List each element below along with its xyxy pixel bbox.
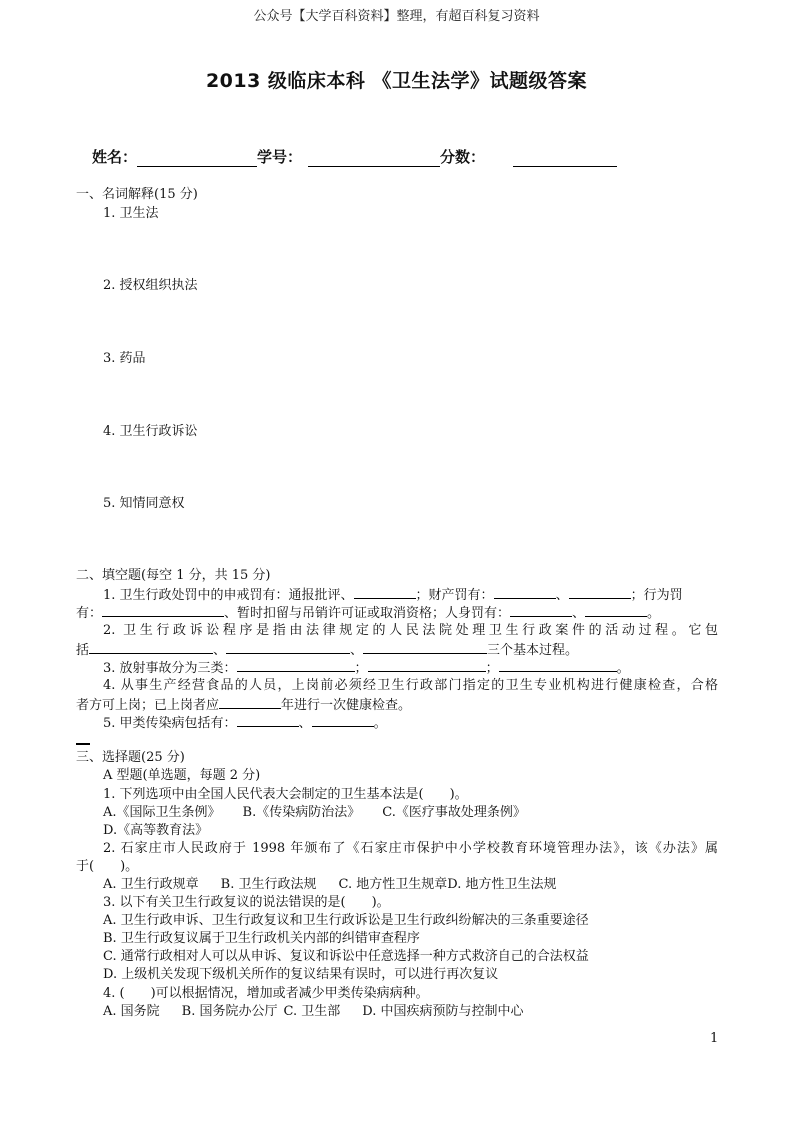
text: 三个基本过程。 <box>487 643 579 658</box>
score-blank[interactable] <box>513 152 617 167</box>
divider-mark <box>76 743 90 745</box>
answer-blank[interactable] <box>354 585 416 599</box>
mc-option[interactable]: B. 卫生行政法规 <box>220 877 317 892</box>
score-label: 分数： <box>440 148 486 166</box>
mc-option[interactable]: B. 国务院办公厅 <box>181 1004 278 1019</box>
answer-blank[interactable] <box>494 585 556 599</box>
mc-question-stem-cont: 于( )。 <box>76 859 139 874</box>
section3-heading: 三、选择题(25 分) <box>76 750 185 765</box>
text: 、 <box>350 643 364 658</box>
mc-option[interactable]: A. 卫生行政规章 <box>103 877 199 892</box>
fill-question-5 <box>103 713 387 733</box>
text: 、暂时扣留与吊销许可证或取消资格；人身罚有： <box>224 606 511 621</box>
page-number: 1 <box>710 1031 719 1046</box>
mc-option[interactable]: B. 卫生行政复议属于卫生行政机关内部的纠错审查程序 <box>103 931 420 946</box>
text: 。 <box>647 606 661 621</box>
mc-options <box>103 876 556 894</box>
answer-blank[interactable] <box>102 603 224 617</box>
fill-question-1-cont <box>76 603 660 623</box>
answer-blank[interactable] <box>499 658 617 672</box>
fill-question-2-cont <box>76 640 578 660</box>
text: 3. 放射事故分为三类： <box>103 661 237 676</box>
answer-blank[interactable] <box>219 695 281 709</box>
page-title: 2013 级临床本科 《卫生法学》试题级答案 <box>205 70 588 92</box>
text: 、 <box>213 643 227 658</box>
answer-blank[interactable] <box>237 713 299 727</box>
mc-options <box>103 804 526 822</box>
section2-heading: 二、填空题(每空 1 分，共 15 分) <box>76 568 271 583</box>
text: 者方可上岗；已上岗者应 <box>76 698 220 713</box>
term-item: 1. 卫生法 <box>103 206 159 221</box>
student-id-label: 学号： <box>257 148 303 166</box>
answer-blank[interactable] <box>89 640 213 654</box>
text: 、 <box>555 588 569 603</box>
mc-option[interactable]: C. 通常行政相对人可以从申诉、复议和诉讼中任意选择一种方式救济自己的合法权益 <box>103 949 589 964</box>
mc-question-stem: 3. 以下有关卫生行政复议的说法错误的是( )。 <box>103 895 390 910</box>
answer-blank[interactable] <box>312 713 374 727</box>
answer-blank[interactable] <box>226 640 350 654</box>
section1-heading: 一、名词解释(15 分) <box>76 187 198 202</box>
fill-question-4: 4. 从事生产经营食品的人员，上岗前必须经卫生行政部门指定的卫生专业机构进行健康检查，合格 <box>103 678 718 693</box>
student-info-row <box>92 146 617 167</box>
student-id-blank[interactable] <box>308 152 440 167</box>
fill-question-1 <box>103 585 683 605</box>
term-item: 5. 知情同意权 <box>103 496 185 511</box>
mc-question-stem: 4. ( )可以根据情况，增加或者减少甲类传染病病种。 <box>103 986 429 1001</box>
term-item: 3. 药品 <box>103 351 146 366</box>
text: ；行为罚 <box>630 588 683 603</box>
text: 1. 卫生行政处罚中的申戒罚有：通报批评、 <box>103 588 354 603</box>
text: 、 <box>298 716 312 731</box>
fill-question-4-cont <box>76 695 411 715</box>
name-label: 姓名： <box>92 148 138 166</box>
mc-option[interactable]: C. 地方性卫生规章 <box>338 877 448 892</box>
mc-option[interactable]: D. 中国疾病预防与控制中心 <box>362 1004 524 1019</box>
text: ； <box>485 661 499 676</box>
mc-option[interactable]: C.《医疗事故处理条例》 <box>382 805 526 820</box>
fill-question-2: 2. 卫生行政诉讼程序是指由法律规定的人民法院处理卫生行政案件的活动过程。它包 <box>103 623 718 638</box>
mc-option[interactable]: B.《传染病防治法》 <box>242 805 361 820</box>
mc-question-stem: 1. 下列选项中由全国人民代表大会制定的卫生基本法是( )。 <box>103 787 468 802</box>
section3-subheading: A 型题(单选题，每题 2 分) <box>103 768 261 783</box>
mc-question-stem: 2. 石家庄市人民政府于 1998 年颁布了《石家庄市保护中小学校教育环境管理办法》，该《办法》属 <box>103 841 718 856</box>
mc-option[interactable]: A.《国际卫生条例》 <box>103 805 221 820</box>
answer-blank[interactable] <box>510 603 572 617</box>
text: 年进行一次健康检查。 <box>281 698 412 713</box>
text: ； <box>354 661 368 676</box>
text: 有： <box>76 606 103 621</box>
fill-question-3 <box>103 658 630 678</box>
mc-option[interactable]: D. 上级机关发现下级机关所作的复议结果有误时，可以进行再次复议 <box>103 967 499 982</box>
text: 、 <box>572 606 586 621</box>
answer-blank[interactable] <box>368 658 486 672</box>
mc-option[interactable]: A. 卫生行政申诉、卫生行政复议和卫生行政诉讼是卫生行政纠纷解决的三条重要途径 <box>103 913 589 928</box>
mc-option[interactable]: C. 卫生部 <box>283 1004 341 1019</box>
mc-options <box>103 1003 523 1021</box>
term-item: 2. 授权组织执法 <box>103 278 198 293</box>
answer-blank[interactable] <box>237 658 355 672</box>
mc-option[interactable]: D. 地方性卫生法规 <box>447 877 557 892</box>
answer-blank[interactable] <box>569 585 631 599</box>
text: 括 <box>76 643 90 658</box>
text: 5. 甲类传染病包括有： <box>103 716 237 731</box>
term-item: 4. 卫生行政诉讼 <box>103 424 198 439</box>
answer-blank[interactable] <box>363 640 487 654</box>
answer-blank[interactable] <box>585 603 647 617</box>
mc-option[interactable]: D.《高等教育法》 <box>103 823 209 838</box>
name-blank[interactable] <box>137 152 257 167</box>
text: ；财产罚有： <box>415 588 494 603</box>
text: 。 <box>616 661 630 676</box>
text: 。 <box>373 716 387 731</box>
header-note: 公众号【大学百科资料】整理，有超百科复习资料 <box>253 9 540 24</box>
mc-option[interactable]: A. 国务院 <box>103 1004 160 1019</box>
